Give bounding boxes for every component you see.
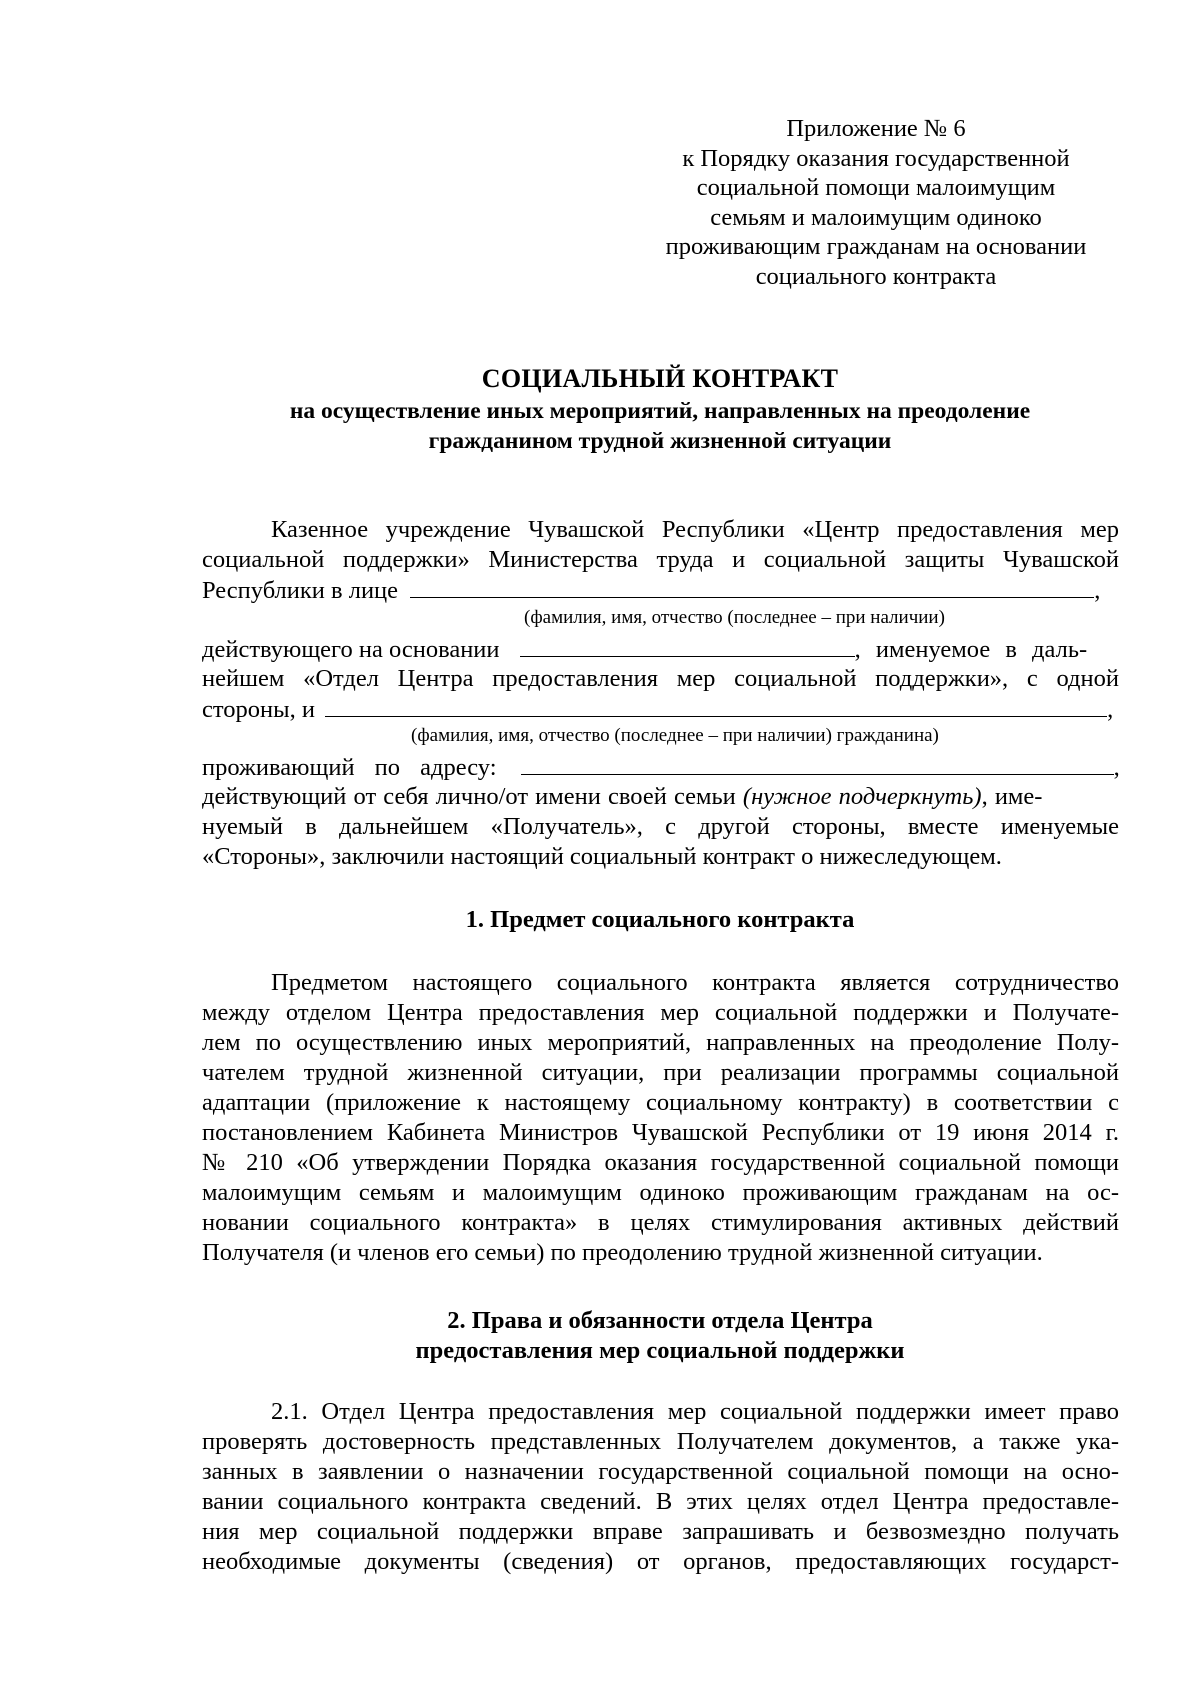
section-1-line: малоимущим семьям и малоимущим одиноко проживающим гражданам на ос- [202, 1179, 1119, 1206]
intro-line [202, 634, 1119, 665]
intro-line: «Стороны», заключили настоящий социальный контракт о нижеследующем. [202, 843, 1002, 870]
section-2-line: занных в заявлении о назначении государственной социальной помощи на осно- [202, 1458, 1119, 1485]
section-1-line: лем по осуществлению иных мероприятий, направленных на преодоление Полу- [202, 1029, 1119, 1056]
section-2-line: 2.1. Отдел Центра предоставления мер социальной поддержки имеет право [271, 1398, 1119, 1425]
intro-text: стороны, и [202, 696, 315, 723]
caption-citizen: (фамилия, имя, отчество (последнее – при наличии) гражданина) [411, 725, 939, 746]
section-2-line: необходимые документы (сведения) от органов, предоставляющих государст- [202, 1548, 1119, 1575]
section-1-line: Предметом настоящего социального контракта является сотрудничество [271, 969, 1119, 996]
annex-line: социального контракта [755, 262, 997, 290]
intro-text: Республики в лице [202, 577, 399, 604]
annex-block [646, 114, 1106, 291]
intro-line: нуемый в дальнейшем «Получатель», с другой стороны, вместе именуемые [202, 813, 1119, 840]
section-2-line: вании социального контракта сведений. В этих целях отдел Центра предоставле- [202, 1488, 1119, 1515]
intro-line [202, 694, 1119, 725]
intro-text: действующего на основании [202, 636, 500, 663]
comma: , [1107, 696, 1114, 723]
intro-line [202, 575, 1119, 606]
section-2-heading-line: предоставления мер социальной поддержки [415, 1337, 905, 1364]
section-1-line: № 210 «Об утверждении Порядка оказания государственной социальной помощи [202, 1149, 1119, 1176]
section-1-line: постановлением Кабинета Министров Чувашской Республики от 19 июня 2014 г. [202, 1119, 1119, 1146]
intro-line: Казенное учреждение Чувашской Республики «Центр предоставления мер [271, 516, 1119, 543]
intro-italic-note: (нужное подчеркнуть) [742, 783, 982, 810]
section-2-line: ния мер социальной поддержки вправе запрашивать и безвозмездно получать [202, 1518, 1119, 1545]
intro-line: нейшем «Отдел Центра предоставления мер социальной поддержки», с одной [202, 665, 1119, 692]
section-1-line: чателем трудной жизненной ситуации, при реализации программы социальной [202, 1059, 1119, 1086]
annex-line: проживающим гражданам на основании [665, 233, 1087, 260]
annex-line: социальной помощи малоимущим [696, 174, 1056, 201]
address-blank[interactable] [521, 752, 1114, 775]
section-1-line: новании социального контракта» в целях стимулирования активных действий [202, 1209, 1119, 1236]
annex-line: Приложение № 6 [786, 115, 966, 142]
basis-document-blank[interactable] [520, 634, 855, 657]
title-sub-line: гражданином трудной жизненной ситуации [428, 428, 892, 454]
intro-line [202, 752, 1119, 783]
section-2-line: проверять достоверность представленных Получателем документов, а также ука- [202, 1428, 1119, 1455]
representative-name-blank[interactable] [410, 575, 1094, 598]
comma: , [1094, 577, 1101, 604]
intro-text: , именуемое в даль- [854, 636, 1088, 663]
intro-text: действующий от себя лично/от имени своей семьи [202, 783, 736, 810]
section-2-heading-line: 2. Права и обязанности отдела Центра [447, 1307, 873, 1334]
title-sub-line: на осуществление иных мероприятий, направленных на преодоление [289, 398, 1031, 424]
section-1-line: Получателя (и членов его семьи) по преодолению трудной жизненной ситуации. [202, 1239, 1043, 1266]
title-main: СОЦИАЛЬНЫЙ КОНТРАКТ [481, 364, 839, 393]
comma: , [1113, 754, 1120, 781]
document-title [200, 362, 1120, 456]
annex-line: семьям и малоимущим одиноко [710, 203, 1042, 231]
intro-line [202, 782, 1119, 813]
intro-text: проживающий по адресу: [202, 754, 497, 781]
intro-line: социальной поддержки» Министерства труда и социальной защиты Чувашской [202, 546, 1119, 573]
annex-line: к Порядку оказания государственной [682, 144, 1070, 172]
section-1-heading: 1. Предмет социального контракта [465, 906, 855, 933]
section-1-line: адаптации (приложение к настоящему социальному контракту) в соответствии с [202, 1089, 1119, 1116]
section-2-heading [200, 1306, 1120, 1366]
citizen-name-blank[interactable] [325, 694, 1107, 717]
intro-text: , име- [981, 783, 1043, 810]
section-1-line: между отделом Центра предоставления мер социальной поддержки и Получате- [202, 999, 1119, 1026]
caption-representative: (фамилия, имя, отчество (последнее – при наличии) [524, 607, 945, 628]
